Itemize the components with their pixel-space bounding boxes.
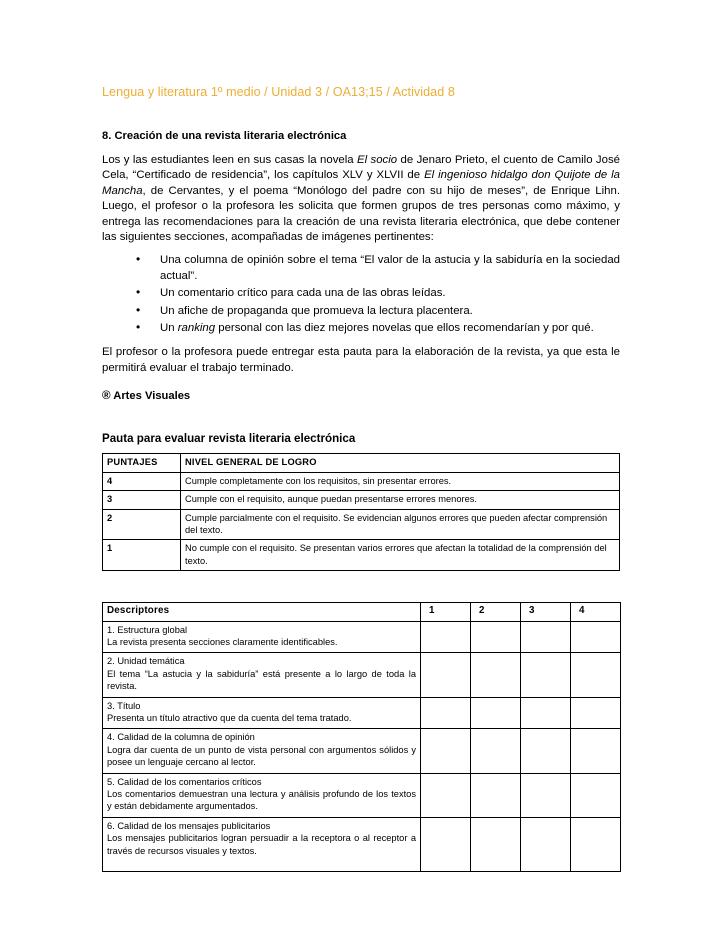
table-row: [103, 491, 620, 509]
list-item: [136, 304, 620, 319]
activity-title: 8. Creación de una revista literaria electrónica: [102, 130, 347, 142]
level-description: No cumple con el requisito. Se presentan varios errores que afectan la totalidad de la comprensión del texto.: [181, 540, 620, 571]
score-value: 2: [103, 509, 181, 540]
score-checkbox-4[interactable]: [571, 697, 621, 729]
score-checkbox-1[interactable]: [421, 817, 471, 871]
intro-text-1: Los y las estudiantes leen en sus casas la novela: [102, 154, 357, 166]
score-checkbox-3[interactable]: [521, 817, 571, 871]
score-checkbox-4[interactable]: [571, 773, 621, 817]
column-header-score-2: 2: [471, 603, 521, 621]
table-row: [103, 621, 621, 653]
criterion-cell: [103, 697, 421, 729]
rubric-table: [102, 602, 621, 872]
level-description: Cumple con el requisito, aunque puedan presentarse errores menores.: [181, 491, 620, 509]
table-row: [103, 773, 621, 817]
column-header-puntajes: PUNTAJES: [103, 454, 181, 472]
criterion-body: La revista presenta secciones claramente identificables.: [107, 636, 338, 647]
table-row: [103, 472, 620, 490]
list-item: [136, 286, 620, 301]
score-checkbox-4[interactable]: [571, 653, 621, 697]
registered-mark-icon: ®: [102, 389, 111, 403]
criterion-cell: [103, 773, 421, 817]
list-item-text-2: personal con las diez mejores novelas que ellos recomendarían y por qué.: [215, 322, 594, 335]
level-description: Cumple parcialmente con el requisito. Se evidencian algunos errores que pueden afectar comprensión del texto.: [181, 509, 620, 540]
column-header-descriptores: Descriptores: [103, 603, 421, 621]
criterion-name: 2. Unidad temática: [107, 656, 185, 667]
criterion-body: Los mensajes publicitarios logran persuadir a la receptora o al receptor a través de recursos visuales y textos.: [107, 833, 416, 856]
criterion-name: 3. Título: [107, 700, 141, 711]
criterion-body: Logra dar cuenta de un punto de vista personal con argumentos sólidos y posee un lenguaje cercano al lector.: [107, 744, 416, 768]
criterion-name: 4. Calidad de la columna de opinión: [107, 732, 255, 743]
artes-visuales-note: [102, 388, 620, 404]
table-header-row: [103, 454, 620, 472]
list-item-text: Una columna de opinión sobre el tema “El valor de la astucia y la sabiduría en la sociedad actual”.: [160, 254, 620, 282]
score-checkbox-3[interactable]: [521, 773, 571, 817]
column-header-score-4: 4: [571, 603, 621, 621]
column-header-score-1: 1: [421, 603, 471, 621]
score-checkbox-1[interactable]: [421, 621, 471, 653]
score-checkbox-3[interactable]: [521, 697, 571, 729]
score-checkbox-4[interactable]: [571, 817, 621, 871]
criterion-cell: [103, 817, 421, 871]
score-checkbox-4[interactable]: [571, 621, 621, 653]
score-checkbox-1[interactable]: [421, 697, 471, 729]
column-header-score-3: 3: [521, 603, 571, 621]
list-item-text: Un comentario crítico para cada una de las obras leídas.: [160, 287, 446, 300]
score-checkbox-2[interactable]: [471, 653, 521, 697]
score-checkbox-3[interactable]: [521, 729, 571, 773]
score-checkbox-2[interactable]: [471, 729, 521, 773]
book-title-quijote: El ingenioso hidalgo don Quijote de la Mancha: [102, 169, 620, 197]
score-checkbox-3[interactable]: [521, 621, 571, 653]
document-content: [102, 84, 620, 872]
criterion-name: 6. Calidad de los mensajes publicitarios: [107, 820, 271, 831]
criterion-cell: [103, 621, 421, 653]
intro-text-3: , de Cervantes, y el poema “Monólogo del padre con su hijo de meses”, de Enrique Lihn. Luego, el profesor o la profesora les solicita que formen grupos de tres personas como máximo, y entrega las recomendaciones para la creación de una revista literaria electrónica, que debe contener las siguientes secciones, acompañadas de imágenes pertinentes:: [102, 184, 620, 244]
artes-visuales-label: Artes Visuales: [113, 390, 191, 403]
table-row: [103, 540, 620, 571]
breadcrumb: Lengua y literatura 1º medio / Unidad 3 / OA13;15 / Actividad 8: [102, 85, 455, 99]
score-checkbox-4[interactable]: [571, 729, 621, 773]
list-item-text: Un afiche de propaganda que promueva la lectura placentera.: [160, 304, 473, 317]
score-checkbox-1[interactable]: [421, 729, 471, 773]
list-item: [136, 321, 620, 336]
table-row: [103, 509, 620, 540]
score-value: 3: [103, 491, 181, 509]
criterion-name: 5. Calidad de los comentarios críticos: [107, 776, 262, 787]
column-header-nivel: NIVEL GENERAL DE LOGRO: [181, 454, 620, 472]
table-spacer: [102, 571, 620, 602]
level-description: Cumple completamente con los requisitos, sin presentar errores.: [181, 472, 620, 490]
sections-list: [102, 253, 620, 336]
score-checkbox-2[interactable]: [471, 773, 521, 817]
score-checkbox-1[interactable]: [421, 773, 471, 817]
score-checkbox-2[interactable]: [471, 697, 521, 729]
criterion-body: Presenta un título atractivo que da cuenta del tema tratado.: [107, 712, 352, 723]
score-checkbox-2[interactable]: [471, 621, 521, 653]
score-checkbox-2[interactable]: [471, 817, 521, 871]
intro-text-2: de Jenaro Prieto, el cuento de Camilo José Cela, “Certificado de residencia”, los capítulos XLV y XLVII de: [102, 154, 620, 182]
table-row: [103, 817, 621, 871]
criterion-cell: [103, 729, 421, 773]
score-checkbox-1[interactable]: [421, 653, 471, 697]
score-checkbox-3[interactable]: [521, 653, 571, 697]
list-item: [136, 253, 620, 284]
criterion-name: 1. Estructura global: [107, 624, 188, 635]
intro-paragraph: [102, 153, 620, 245]
table-row: [103, 729, 621, 773]
list-item-italic: ranking: [177, 322, 216, 335]
table-header-row: [103, 603, 621, 621]
book-title-el-socio: El socio: [357, 154, 398, 166]
closing-paragraph: El profesor o la profesora puede entregar esta pauta para la elaboración de la revista, ya que esta le permitirá evaluar el trabajo terminado.: [102, 346, 620, 374]
table-row: [103, 697, 621, 729]
pauta-heading: Pauta para evaluar revista literaria electrónica: [102, 432, 356, 446]
criterion-cell: [103, 653, 421, 697]
levels-table: [102, 453, 620, 571]
criterion-body: El tema “La astucia y la sabiduría” está presente a lo largo de toda la revista.: [107, 668, 416, 692]
table-row: [103, 653, 621, 697]
score-value: 1: [103, 540, 181, 571]
score-value: 4: [103, 472, 181, 490]
criterion-body: Los comentarios demuestran una lectura y análisis profundo de los textos y están debidamente argumentados.: [107, 789, 416, 812]
list-item-text: Un: [160, 322, 178, 335]
